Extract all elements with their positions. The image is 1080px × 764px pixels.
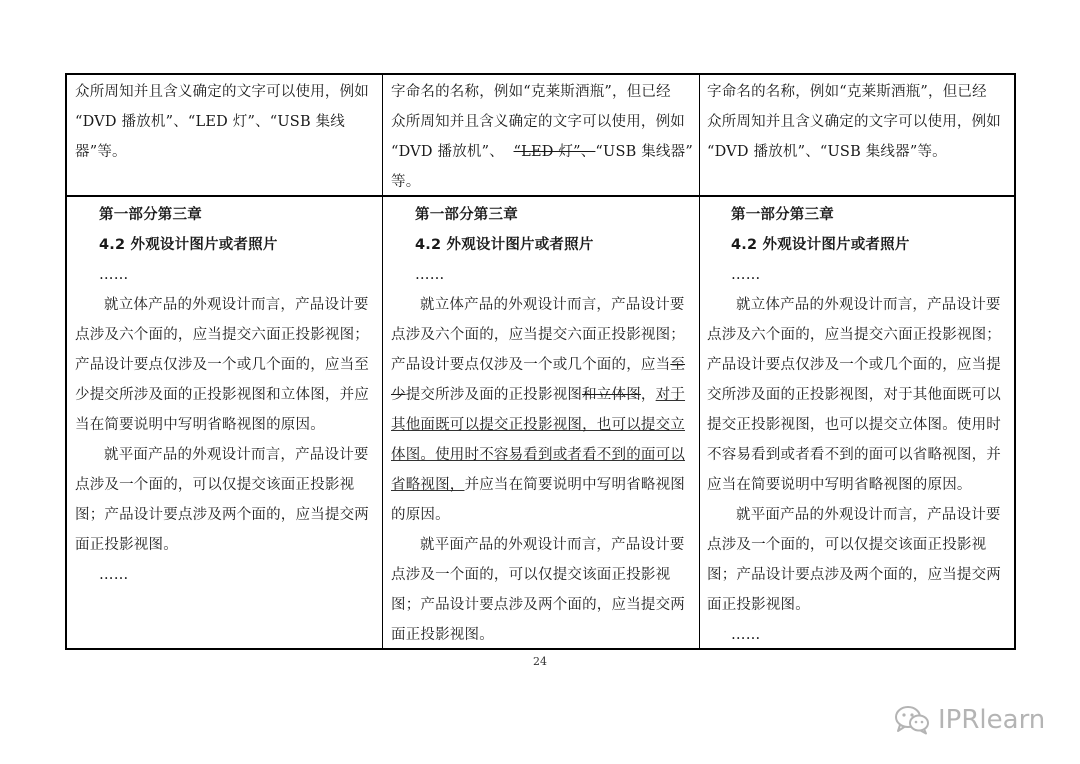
section-heading: 第一部分第三章 (415, 207, 518, 223)
section-heading: 第一部分第三章 (99, 207, 202, 223)
deleted-text: 和立体图 (582, 387, 641, 403)
text-segment: ， (640, 387, 656, 403)
row1-col1 (75, 77, 381, 195)
ellipsis: …… (99, 267, 129, 283)
ellipsis: …… (731, 267, 761, 283)
row2-col2 (391, 200, 697, 650)
ellipsis: …… (99, 567, 129, 583)
text-line: 众所周知并且含义确定的文字可以使用，例如 (707, 114, 1001, 130)
text-line (391, 137, 697, 167)
deleted-text: “LED 灯”、 (513, 144, 596, 160)
column-divider (382, 75, 383, 648)
row-divider (67, 195, 1014, 197)
text-line: “DVD 播放机”、“USB 集线器”等。 (707, 144, 947, 160)
row2-col3 (707, 200, 1013, 650)
subsection-heading: 4.2 外观设计图片或者照片 (99, 237, 278, 253)
text-segment: 就立体产品的外观设计而言，产品设计要点涉及六个面的，应当提交六面正投影视图；产品设计要点仅涉及一个或几个面的，应当 (391, 297, 685, 373)
paragraph: 就立体产品的外观设计而言，产品设计要点涉及六个面的，应当提交六面正投影视图；产品设计要点仅涉及一个或几个面的，应当提交所涉及面的正投影视图，对于其他面既可以提交正投影视图，也可以提交立体图。使用时不容易看到或者看不到的面可以省略视图，并应当在简要说明中写明省略视图的原因。 (707, 297, 1001, 493)
text-line: 字命名的名称，例如“克莱斯酒瓶”，但已经 (391, 84, 671, 100)
row2-col1 (75, 200, 381, 650)
row1-col2 (391, 77, 697, 195)
watermark (894, 703, 1045, 737)
subsection-heading: 4.2 外观设计图片或者照片 (415, 237, 594, 253)
paragraph: 就平面产品的外观设计而言，产品设计要点涉及一个面的，可以仅提交该面正投影视图；产品设计要点涉及两个面的，应当提交两面正投影视图。 (391, 537, 685, 643)
text-segment: 提交所涉及面的正投影视图 (405, 387, 583, 403)
paragraph: 就立体产品的外观设计而言，产品设计要点涉及六个面的，应当提交六面正投影视图；产品设计要点仅涉及一个或几个面的，应当至少提交所涉及面的正投影视图和立体图，并应当在简要说明中写明省略视图的原因。 (75, 297, 369, 433)
ellipsis: …… (731, 627, 761, 643)
paragraph (391, 290, 697, 530)
ellipsis: …… (415, 267, 445, 283)
paragraph: 就平面产品的外观设计而言，产品设计要点涉及一个面的，可以仅提交该面正投影视图；产品设计要点涉及两个面的，应当提交两面正投影视图。 (707, 507, 1001, 613)
text-line: 众所周知并且含义确定的文字可以使用，例如 (391, 114, 685, 130)
row1-col3 (707, 77, 1013, 195)
text-line: 众所周知并且含义确定的文字可以使用，例如 (75, 84, 369, 100)
text-line: “DVD 播放机”、“LED 灯”、“USB 集线器”等。 (75, 114, 346, 160)
column-divider (699, 75, 700, 648)
section-heading: 第一部分第三章 (731, 207, 834, 223)
inserted-text: 对于其他面既可以提交正投影视图，也可以提交立体图。使用时不容易看到或者看不到的面可以省略视图， (391, 387, 686, 493)
paragraph: 就平面产品的外观设计而言，产品设计要点涉及一个面的，可以仅提交该面正投影视图；产品设计要点涉及两个面的，应当提交两面正投影视图。 (75, 447, 369, 553)
wechat-icon (894, 705, 930, 735)
subsection-heading: 4.2 外观设计图片或者照片 (731, 237, 910, 253)
text-segment: “USB 集线器” (595, 144, 693, 160)
text-segment: 并应当在简要说明中写明省略视图的原因。 (391, 477, 685, 523)
deleted-text: 至少 (391, 357, 686, 403)
text-line: 字命名的名称，例如“克莱斯酒瓶”，但已经 (707, 84, 987, 100)
page-number: 24 (533, 655, 547, 668)
text-segment: “DVD 播放机”、 (391, 144, 504, 160)
watermark-text: IPRlearn (938, 705, 1046, 735)
comparison-table (65, 73, 1016, 650)
text-line: 等。 (391, 174, 421, 190)
